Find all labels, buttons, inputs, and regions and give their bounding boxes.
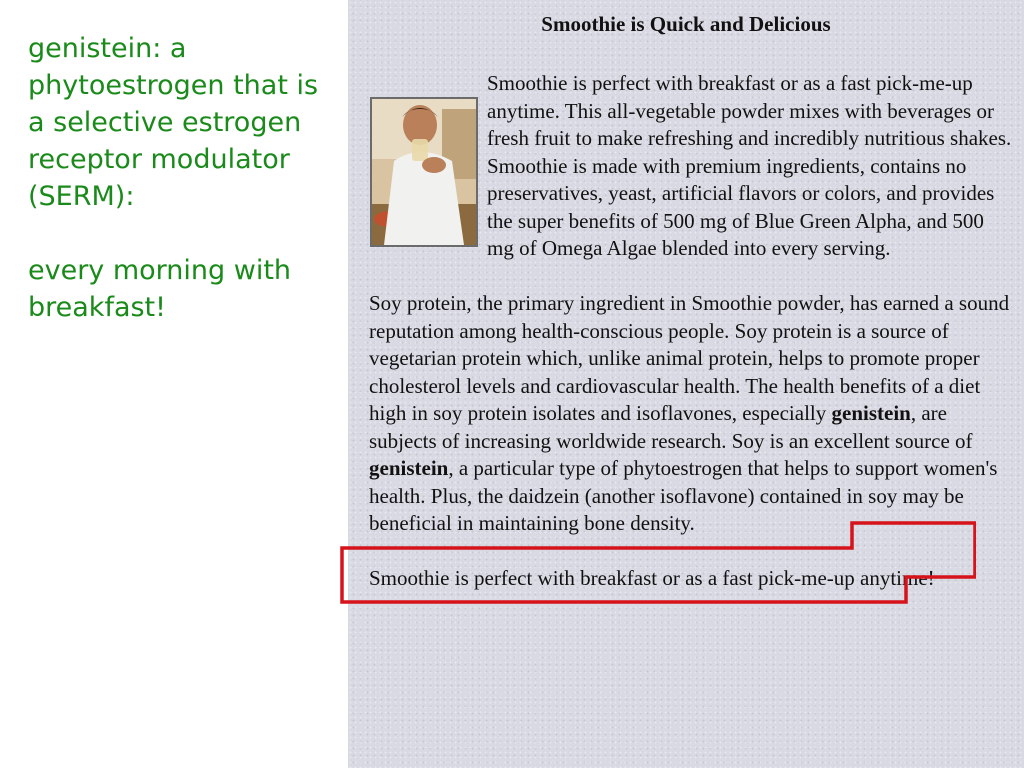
article-title: Smoothie is Quick and Delicious xyxy=(541,12,831,36)
article-paragraph-soy xyxy=(369,290,1014,538)
article-paragraph-intro-text: Smoothie is perfect with breakfast or as a fast pick-me-up anytime. This all-vegetable powder mixes with beverages or fresh fruit to make refreshing and incredibly nutritious shakes. Smoothie is made with premium ingredients, contains no preservatives, yeast, artificial flavors or colors, and provides the super benefits of 500 mg of Blue Green Alpha, and 500 mg of Omega Algae blended into every serving. xyxy=(487,71,1012,260)
soy-text-middle: , are subjects of increasing worldwide research. Soy is an excellent source of xyxy=(369,401,973,453)
genistein-term: genistein xyxy=(831,401,911,425)
genistein-term-highlighted: genistein xyxy=(369,456,449,480)
article-panel xyxy=(348,0,1024,768)
article-paragraph-closing: Smoothie is perfect with breakfast or as a fast pick-me-up anytime! xyxy=(369,566,935,590)
man-drinking-photo xyxy=(370,97,478,247)
note-definition: genistein: a phytoestrogen that is a selective estrogen receptor modulator (SERM): xyxy=(28,33,319,212)
article-body xyxy=(369,70,1014,620)
note-instruction: every morning with breakfast! xyxy=(28,255,292,323)
soy-text-start: Soy protein, the primary ingredient in Smoothie powder, has earned a sound reputation among health-conscious people. Soy protein is a source of vegetarian protein which, unlike animal protein, helps to promote proper cholesterol levels and cardiovascular health. The health benefits of a diet high in soy protein isolates and isoflavones, especially xyxy=(369,291,1010,425)
annotation-note xyxy=(28,30,338,363)
article-paragraph-intro xyxy=(369,70,1014,263)
soy-text-end: , a particular type of phytoestrogen that helps to support women's health. Plus, the daidzein (another isoflavone) contained in soy may be beneficial in maintaining bone density. xyxy=(369,456,998,535)
